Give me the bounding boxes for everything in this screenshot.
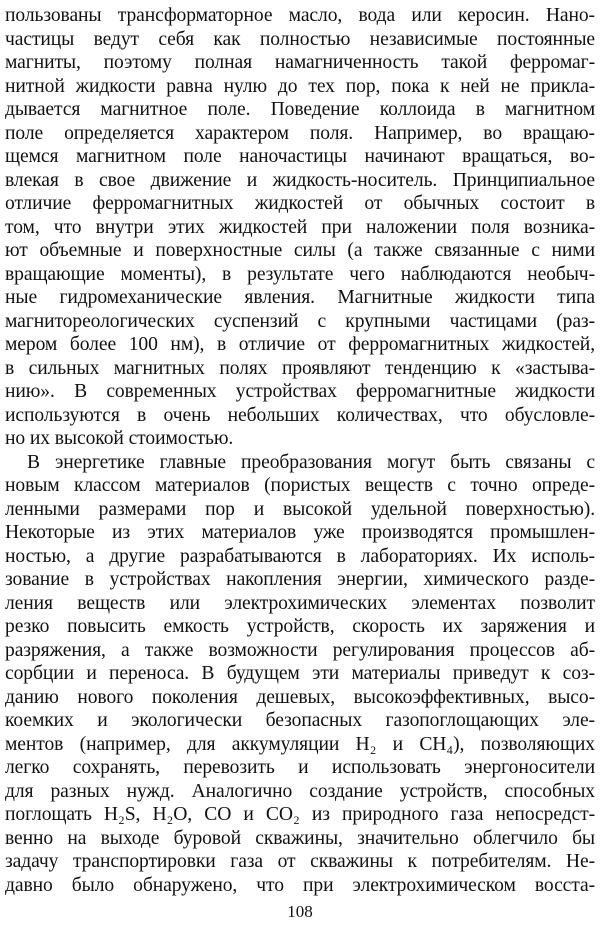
text-line: влекая в свое движение и жидкость-носитель. Принципиальное — [5, 169, 595, 191]
text-line: сорбции и переноса. В будущем эти материалы приведут к соз- — [5, 663, 595, 684]
text-line: легко сохранять, перевозить и использовать энергоносители — [5, 757, 595, 778]
text-line: зование в устройствах накопления энергии, химического разде- — [5, 569, 595, 590]
text-line: новым классом материалов (пористых веществ с точно опреде- — [5, 475, 595, 496]
text-line: для разных нужд. Аналогично создание устройств, способных — [5, 780, 595, 802]
text-line: резко повысить емкость устройств, скорость их заряжения и — [5, 616, 595, 637]
text-line: магнитореологических суспензий с крупными частицами (раз- — [5, 310, 595, 332]
text-line: пользованы трансформаторное масло, вода или керосин. Нано- — [5, 5, 595, 26]
text-line: давно было обнаружено, что при электрохимическом восста- — [5, 874, 595, 896]
text-line: разряжения, а также возможности регулирования процессов аб- — [5, 639, 595, 661]
text-line: магниты, поэтому полная намагниченность такой ферромаг- — [5, 52, 595, 73]
text-line: ленными размерами пор и высокой удельной поверхностью). — [5, 498, 595, 520]
text-line: щемся магнитном поле наночастицы начинают вращаться, во- — [5, 146, 595, 167]
text-line: вращающие моменты), в результате чего наблюдаются необыч- — [5, 263, 595, 285]
text-line: в сильных магнитных полях проявляют тенденцию к «застыва- — [5, 357, 595, 379]
text-line: ные гидромеханические явления. Магнитные жидкости типа — [5, 287, 595, 308]
text-line: данию нового поколения дешевых, высокоэффективных, высо- — [5, 686, 595, 708]
text-line: поглощать H₂S, H₂O, CO и CO₂ из природного газа непосредст- — [5, 804, 595, 825]
text-line: отличие ферромагнитных жидкостей от обычных состоит в — [5, 193, 595, 214]
text-line: ностью, а другие разрабатываются в лабораториях. Их исполь- — [5, 545, 595, 567]
text-line: В энергетике главные преобразования могут быть связаны с — [27, 451, 595, 473]
text-line: используются в очень небольших количествах, что обусловле- — [5, 404, 595, 426]
text-line: ют объемные и поверхностные силы (а также связанные с ними — [5, 240, 595, 261]
text-line: задачу транспортировки газа от скважины к потребителям. Не- — [5, 851, 595, 872]
text-line: том, что внутри этих жидкостей при наложении поля возника- — [5, 216, 595, 238]
text-line: мером более 100 нм), в отличие от ферромагнитных жидкостей, — [5, 334, 595, 355]
text-line: ментов (например, для аккумуляции H₂ и CH₄), позволяющих — [5, 733, 595, 755]
text-line: частицы ведут себя как полностью независимые постоянные — [5, 28, 595, 50]
text-line: дывается магнитное поле. Поведение коллоида в магнитном — [5, 99, 595, 120]
text-line: коемких и экологически безопасных газопоглощающих эле- — [5, 710, 595, 731]
text-line: нитной жидкости равна нулю до тех пор, пока к ней не прикла- — [5, 75, 595, 97]
text-line: Некоторые из этих материалов уже производятся промышлен- — [5, 522, 595, 543]
text-line: поле определяется характером поля. Например, во вращаю- — [5, 122, 595, 144]
text-line: венно на выходе буровой скважины, значительно облегчило бы — [5, 827, 595, 849]
text-line: нию». В современных устройствах ферромагнитные жидкости — [5, 381, 595, 402]
text-line: но их высокой стоимостью. — [5, 428, 234, 449]
text-line: ления веществ или электрохимических элементах позволит — [5, 592, 595, 614]
page-number: 108 — [287, 902, 313, 921]
